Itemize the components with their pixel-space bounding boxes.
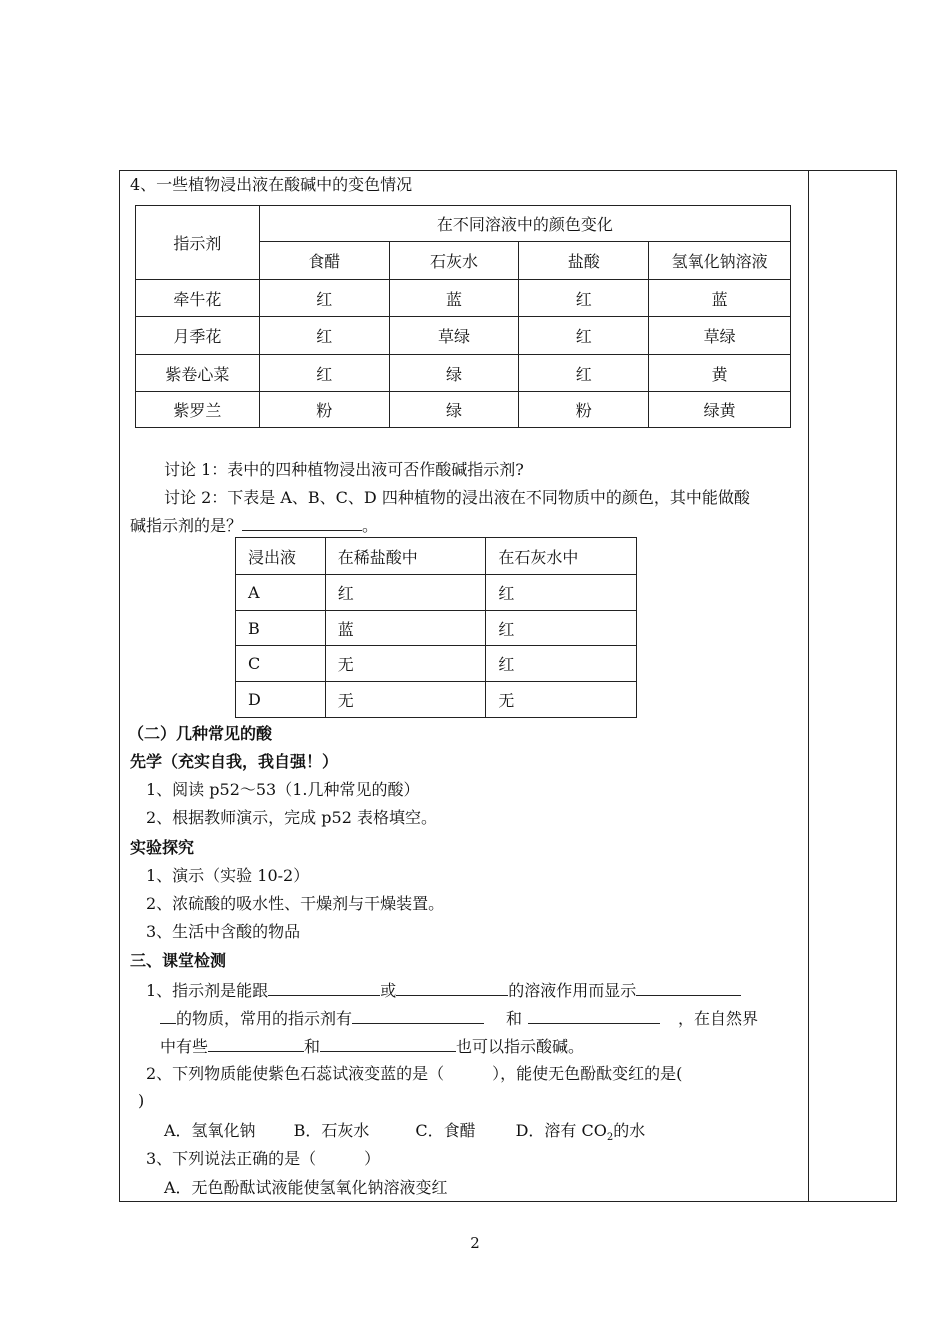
question-3-stem: 3、下列说法正确的是（ ） — [146, 1149, 381, 1168]
section3-heading: 三、课堂检测 — [130, 951, 227, 970]
option-b[interactable]: B．石灰水 — [293, 1121, 370, 1140]
table-cell: A — [236, 575, 326, 611]
table-cell: 无 — [325, 646, 486, 682]
table-cell: 红 — [259, 280, 389, 317]
table-cell: C — [236, 646, 326, 682]
q1-text: 和 — [506, 1009, 523, 1028]
q1-text: ，在自然界 — [678, 1009, 759, 1028]
option-d-text: 的水 — [613, 1121, 646, 1140]
option-a[interactable]: A．氢氧化钠 — [164, 1121, 256, 1140]
question-1-line1 — [146, 979, 741, 1002]
indicator-header: 指示剂 — [136, 206, 260, 280]
extract-color-table — [235, 537, 637, 718]
prestudy-item: 2、根据教师演示，完成 p52 表格填空。 — [146, 808, 437, 827]
row-label: 月季花 — [136, 317, 260, 355]
table-cell: 草绿 — [389, 317, 519, 355]
answer-blank[interactable] — [242, 514, 362, 531]
table-cell: 蓝 — [325, 611, 486, 646]
table-cell: 绿黄 — [649, 392, 791, 428]
table-cell: 蓝 — [649, 280, 791, 317]
row-label: 紫卷心菜 — [136, 355, 260, 392]
table-cell: 绿 — [389, 355, 519, 392]
column-header: 在稀盐酸中 — [325, 538, 486, 575]
table-row — [136, 392, 791, 428]
table-cell: 蓝 — [389, 280, 519, 317]
table-cell: 黄 — [649, 355, 791, 392]
table-cell: 红 — [486, 575, 637, 611]
answer-blank[interactable] — [352, 1007, 484, 1024]
q1-text: 1、指示剂是能跟 — [146, 981, 269, 1000]
experiment-item: 1、演示（实验 10-2） — [146, 866, 310, 885]
answer-blank[interactable] — [160, 1007, 176, 1024]
subscript: 2 — [606, 1132, 614, 1144]
experiment-item: 3、生活中含酸的物品 — [146, 922, 301, 941]
table-cell: 无 — [486, 682, 637, 718]
answer-blank[interactable] — [320, 1035, 456, 1052]
answer-blank[interactable] — [396, 979, 508, 996]
experiment-item: 2、浓硫酸的吸水性、干燥剂与干燥装置。 — [146, 894, 445, 913]
experiment-heading: 实验探究 — [130, 838, 195, 857]
question-3-option-a[interactable]: A．无色酚酞试液能使氢氧化钠溶液变红 — [164, 1178, 448, 1197]
table-row — [236, 646, 637, 682]
table-row — [136, 280, 791, 317]
column-header: 浸出液 — [236, 538, 326, 575]
answer-blank[interactable] — [268, 979, 380, 996]
table-cell: 红 — [486, 611, 637, 646]
q1-text: 的溶液作用而显示 — [508, 981, 637, 1000]
table-row — [236, 575, 637, 611]
answer-blank[interactable] — [636, 979, 741, 996]
table-cell: 红 — [259, 355, 389, 392]
table-cell: B — [236, 611, 326, 646]
answer-blank[interactable] — [208, 1035, 304, 1052]
discussion-2-prompt: 碱指示剂的是？ — [130, 516, 243, 535]
q1-text: 或 — [380, 981, 397, 1000]
table-row — [236, 611, 637, 646]
prestudy-item: 1、阅读 p52～53（1.几种常见的酸） — [146, 780, 420, 799]
table-cell: 红 — [519, 355, 649, 392]
page-number: 2 — [470, 1234, 480, 1252]
table-cell: 红 — [519, 317, 649, 355]
part2-heading: （二）几种常见的酸 — [128, 724, 273, 743]
answer-blank[interactable] — [528, 1007, 660, 1024]
column-header: 盐酸 — [519, 242, 649, 280]
question-1-line3 — [160, 1035, 584, 1058]
discussion-2-line2 — [130, 514, 378, 537]
table-cell: 红 — [486, 646, 637, 682]
column-header: 石灰水 — [389, 242, 519, 280]
row-label: 牵牛花 — [136, 280, 260, 317]
color-change-header: 在不同溶液中的颜色变化 — [259, 206, 790, 242]
table-row — [136, 355, 791, 392]
table-row — [136, 317, 791, 355]
question-2-line1: 2、下列物质能使紫色石蕊试液变蓝的是（ ），能使无色酚酞变红的是( — [146, 1064, 683, 1083]
table-cell: 绿 — [389, 392, 519, 428]
column-header: 食醋 — [259, 242, 389, 280]
table-row — [236, 682, 637, 718]
q1-text: 的物质，常用的指示剂有 — [176, 1009, 353, 1028]
column-header: 在石灰水中 — [486, 538, 637, 575]
section4-title: 4、一些植物浸出液在酸碱中的变色情况 — [130, 175, 413, 194]
discussion-2-line1: 讨论 2：下表是 A、B、C、D 四种植物的浸出液在不同物质中的颜色，其中能做酸 — [164, 488, 750, 507]
prestudy-heading: 先学（充实自我，我自强！） — [130, 752, 339, 771]
discussion-1: 讨论 1：表中的四种植物浸出液可否作酸碱指示剂? — [164, 460, 524, 479]
q1-text: 也可以指示酸碱。 — [456, 1037, 585, 1056]
option-d[interactable] — [515, 1121, 646, 1144]
table-cell: 红 — [519, 280, 649, 317]
question-1-line2 — [160, 1007, 758, 1030]
table-cell: D — [236, 682, 326, 718]
table-cell: 红 — [325, 575, 486, 611]
q1-text: 中有些 — [160, 1037, 209, 1056]
row-label: 紫罗兰 — [136, 392, 260, 428]
question-2-options — [164, 1120, 645, 1149]
option-c[interactable]: C．食醋 — [415, 1121, 476, 1140]
notes-column-divider — [808, 171, 809, 1201]
table-cell: 无 — [325, 682, 486, 718]
question-2-line2: ) — [138, 1091, 145, 1110]
table-cell: 红 — [259, 317, 389, 355]
table-cell: 粉 — [519, 392, 649, 428]
discussion-2-end: 。 — [362, 516, 379, 535]
q1-text: 和 — [304, 1037, 321, 1056]
table-cell: 粉 — [259, 392, 389, 428]
column-header: 氢氧化钠溶液 — [649, 242, 791, 280]
table-cell: 草绿 — [649, 317, 791, 355]
option-d-text: D．溶有 CO — [515, 1121, 607, 1140]
indicator-color-table — [135, 205, 791, 428]
